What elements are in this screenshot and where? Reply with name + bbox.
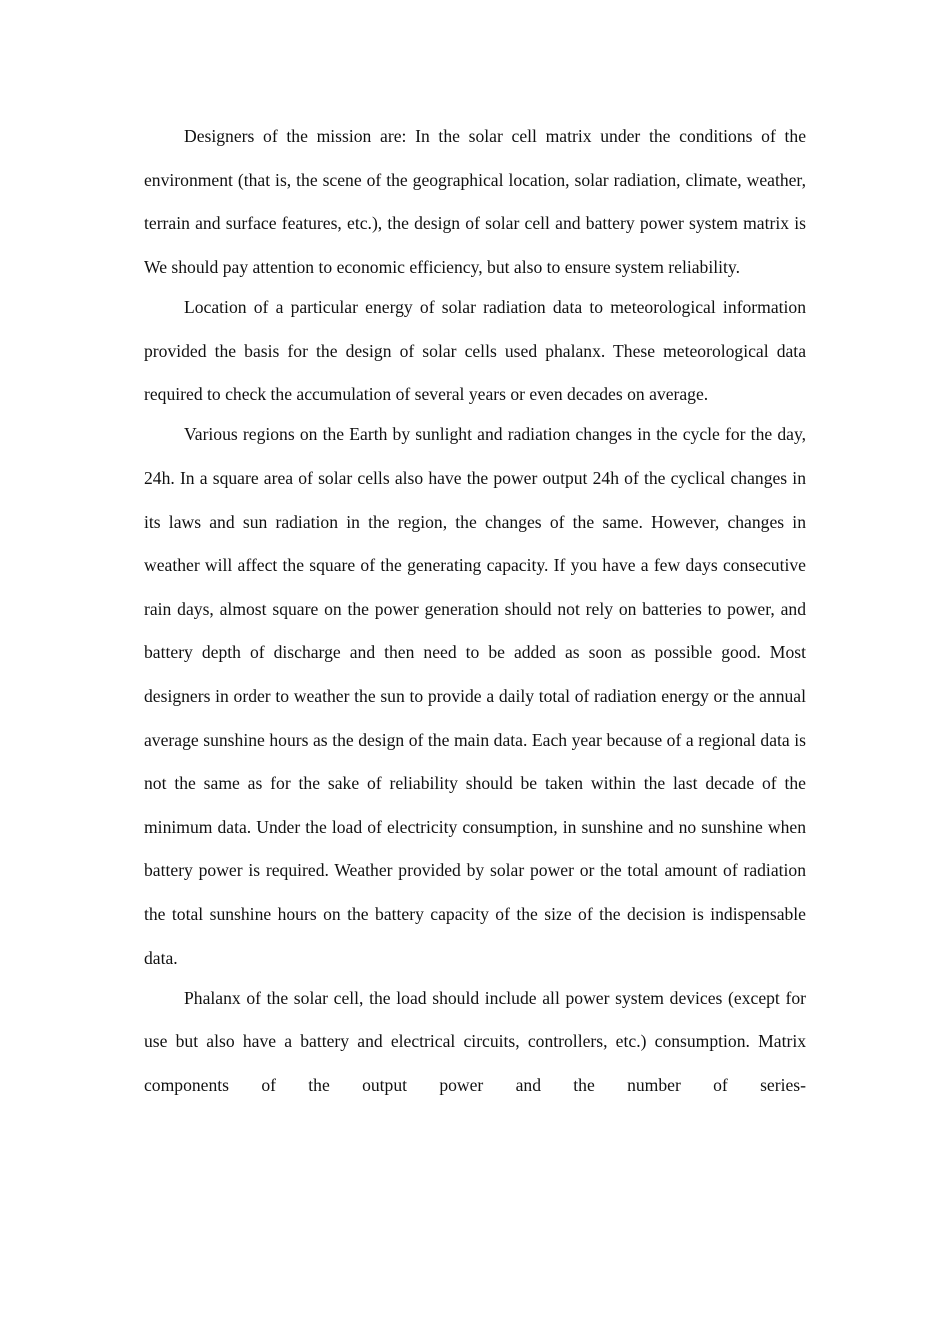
- paragraph-mission-designers: Designers of the mission are: In the solar cell matrix under the conditions of the environment (that is, the scene of the geographical location, solar radiation, climate, weather, terrain and surface features, etc.), the design of solar cell and battery power system matrix is We should pay attention to economic efficiency, but also to ensure system reliability.: [144, 126, 806, 277]
- document-body: [144, 115, 806, 1104]
- paragraph-phalanx-load: Phalanx of the solar cell, the load should include all power system devices (except for use but also have a battery and electrical circuits, controllers, etc.) consumption. Matrix components of the output power and the number of series-: [144, 987, 806, 1095]
- paragraph-solar-radiation-data: Location of a particular energy of solar radiation data to meteorological information provided the basis for the design of solar cells used phalanx. These meteorological data required to check the accumulation of several years or even decades on average.: [144, 296, 806, 405]
- paragraph-regional-sunlight-cycle: Various regions on the Earth by sunlight and radiation changes in the cycle for the day, 24h. In a square area of solar cells also have the power output 24h of the cyclical changes in its laws and sun radiation in the region, the changes of the same. However, changes in weather will affect the square of the generating capacity. If you have a few days consecutive rain days, almost square on the power generation should not rely on batteries to power, and battery depth of discharge and then need to be added as soon as possible good. Most designers in order to weather the sun to provide a daily total of radiation energy or the annual average sunshine hours as the design of the main data. Each year because of a regional data is not the same as for the sake of reliability should be taken within the last decade of the minimum data. Under the load of electricity consumption, in sunshine and no sunshine when battery power is required. Weather provided by solar power or the total amount of radiation the total sunshine hours on the battery capacity of the size of the decision is indispensable data.: [144, 424, 806, 968]
